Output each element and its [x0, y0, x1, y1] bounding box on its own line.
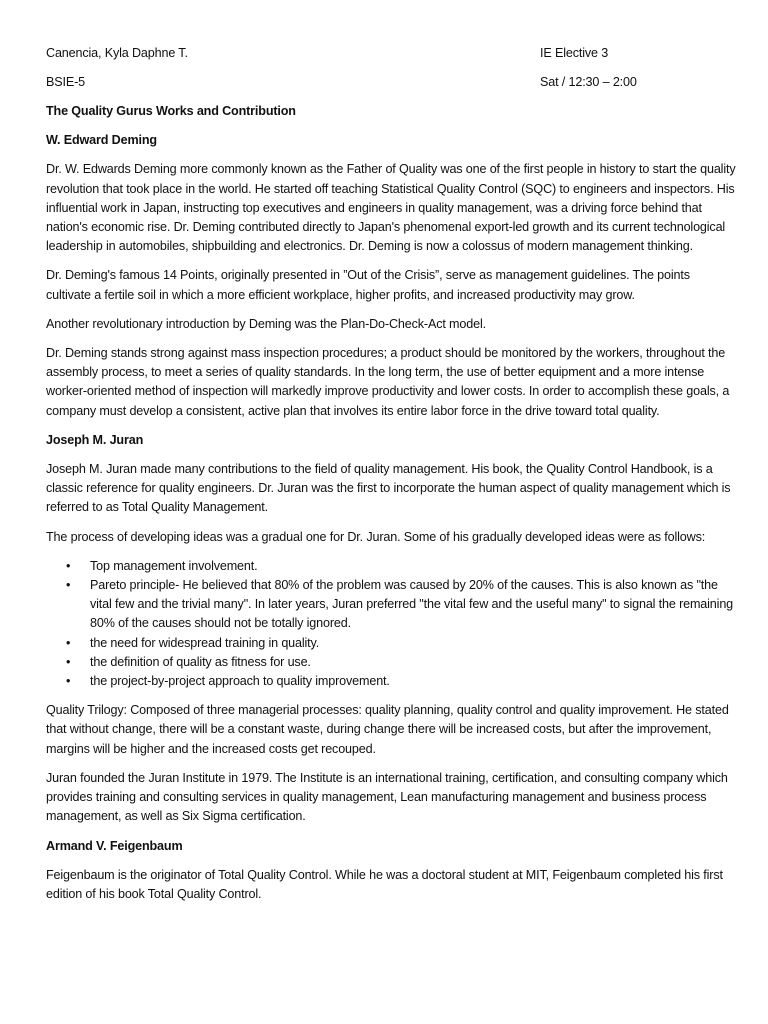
- list-item: [46, 557, 736, 576]
- list-item: [46, 672, 736, 691]
- deming-paragraph-2: Dr. Deming's famous 14 Points, originally presented in ”Out of the Crisis”, serve as management guidelines. The points cultivate a fertile soil in which a more efficient workplace, higher profits, and increased productivity may grow.: [46, 268, 690, 302]
- deming-paragraph-4: Dr. Deming stands strong against mass inspection procedures; a product should be monitored by the workers, throughout the assembly process, to meet a series of quality standards. In the long term, the use of better equipment and a more intense worker-oriented method of inspection will markedly improve productivity and lower costs. In order to accomplish these goals, a company must develop a consistent, active plan that involves its entire labor force in the drive toward total quality.: [46, 346, 730, 418]
- list-item: [46, 634, 736, 653]
- bullet-icon: •: [66, 674, 71, 689]
- list-item: [46, 653, 736, 672]
- deming-paragraph-3: Another revolutionary introduction by Deming was the Plan-Do-Check-Act model.: [46, 316, 486, 331]
- course-name: IE Elective 3: [540, 46, 609, 60]
- bullet-icon: •: [66, 558, 71, 573]
- list-item-text: Pareto principle- He believed that 80% of the problem was caused by 20% of the causes. This is also known as "the vital few and the trivial many". In later years, Juran preferred "the vital few and the useful many" to signal the remaining 80% of the causes should not be totally ignored.: [90, 578, 734, 631]
- juran-paragraph-1: Joseph M. Juran made many contributions to the field of quality management. His book, the Quality Control Handbook, is a classic reference for quality engineers. Dr. Juran was the first to incorporate the human aspect of quality management which is referred to as Total Quality Management.: [46, 462, 731, 515]
- schedule: Sat / 12:30 – 2:00: [540, 75, 637, 89]
- juran-heading: Joseph M. Juran: [46, 432, 144, 447]
- feigenbaum-paragraph-1: Feigenbaum is the originator of Total Quality Control. While he was a doctoral student at MIT, Feigenbaum completed his first edition of his book Total Quality Control.: [46, 867, 723, 901]
- juran-ideas-list: [46, 557, 736, 691]
- feigenbaum-heading: Armand V. Feigenbaum: [46, 838, 183, 853]
- student-name: Canencia, Kyla Daphne T.: [46, 46, 188, 60]
- juran-paragraph-2: The process of developing ideas was a gradual one for Dr. Juran. Some of his gradually developed ideas were as follows:: [46, 529, 706, 544]
- section: BSIE-5: [46, 75, 85, 89]
- deming-paragraph-1: Dr. W. Edwards Deming more commonly known as the Father of Quality was one of the first people in history to start the quality revolution that took place in the world. He started off teaching Statistical Quality Control (SQC) to engineers and inspectors. His influential work in Japan, instructing top executives and engineers in quality management, was a driving force behind that nation's economic rise. Dr. Deming contributed directly to Japan's phenomenal export-led growth and its current technological leadership in automobiles, shipbuilding and electronics. Dr. Deming is now a colossus of modern management thinking.: [46, 162, 736, 254]
- list-item-text: Top management involvement.: [90, 558, 258, 573]
- list-item-text: the project-by-project approach to quality improvement.: [90, 674, 390, 689]
- document-title: The Quality Gurus Works and Contribution: [46, 104, 296, 118]
- header-row-1: [46, 44, 736, 63]
- document-body: [46, 44, 736, 914]
- juran-paragraph-3: Quality Trilogy: Composed of three managerial processes: quality planning, quality control and quality improvement. He stated that without change, there will be a constant waste, during change there will be increased costs, but after the improvement, margins will be higher and the increased costs get recouped.: [46, 703, 729, 756]
- bullet-icon: •: [66, 635, 71, 650]
- list-item: [46, 576, 736, 634]
- list-item-text: the need for widespread training in quality.: [90, 635, 320, 650]
- bullet-icon: •: [66, 578, 71, 593]
- bullet-icon: •: [66, 654, 71, 669]
- header-row-2: [46, 73, 736, 92]
- list-item-text: the definition of quality as fitness for use.: [90, 654, 311, 669]
- deming-heading: W. Edward Deming: [46, 133, 157, 148]
- juran-paragraph-4: Juran founded the Juran Institute in 1979. The Institute is an international training, certification, and consulting company which provides training and consulting services in quality management, Lean manufacturing management and business process management, as well as Six Sigma certification.: [46, 770, 728, 824]
